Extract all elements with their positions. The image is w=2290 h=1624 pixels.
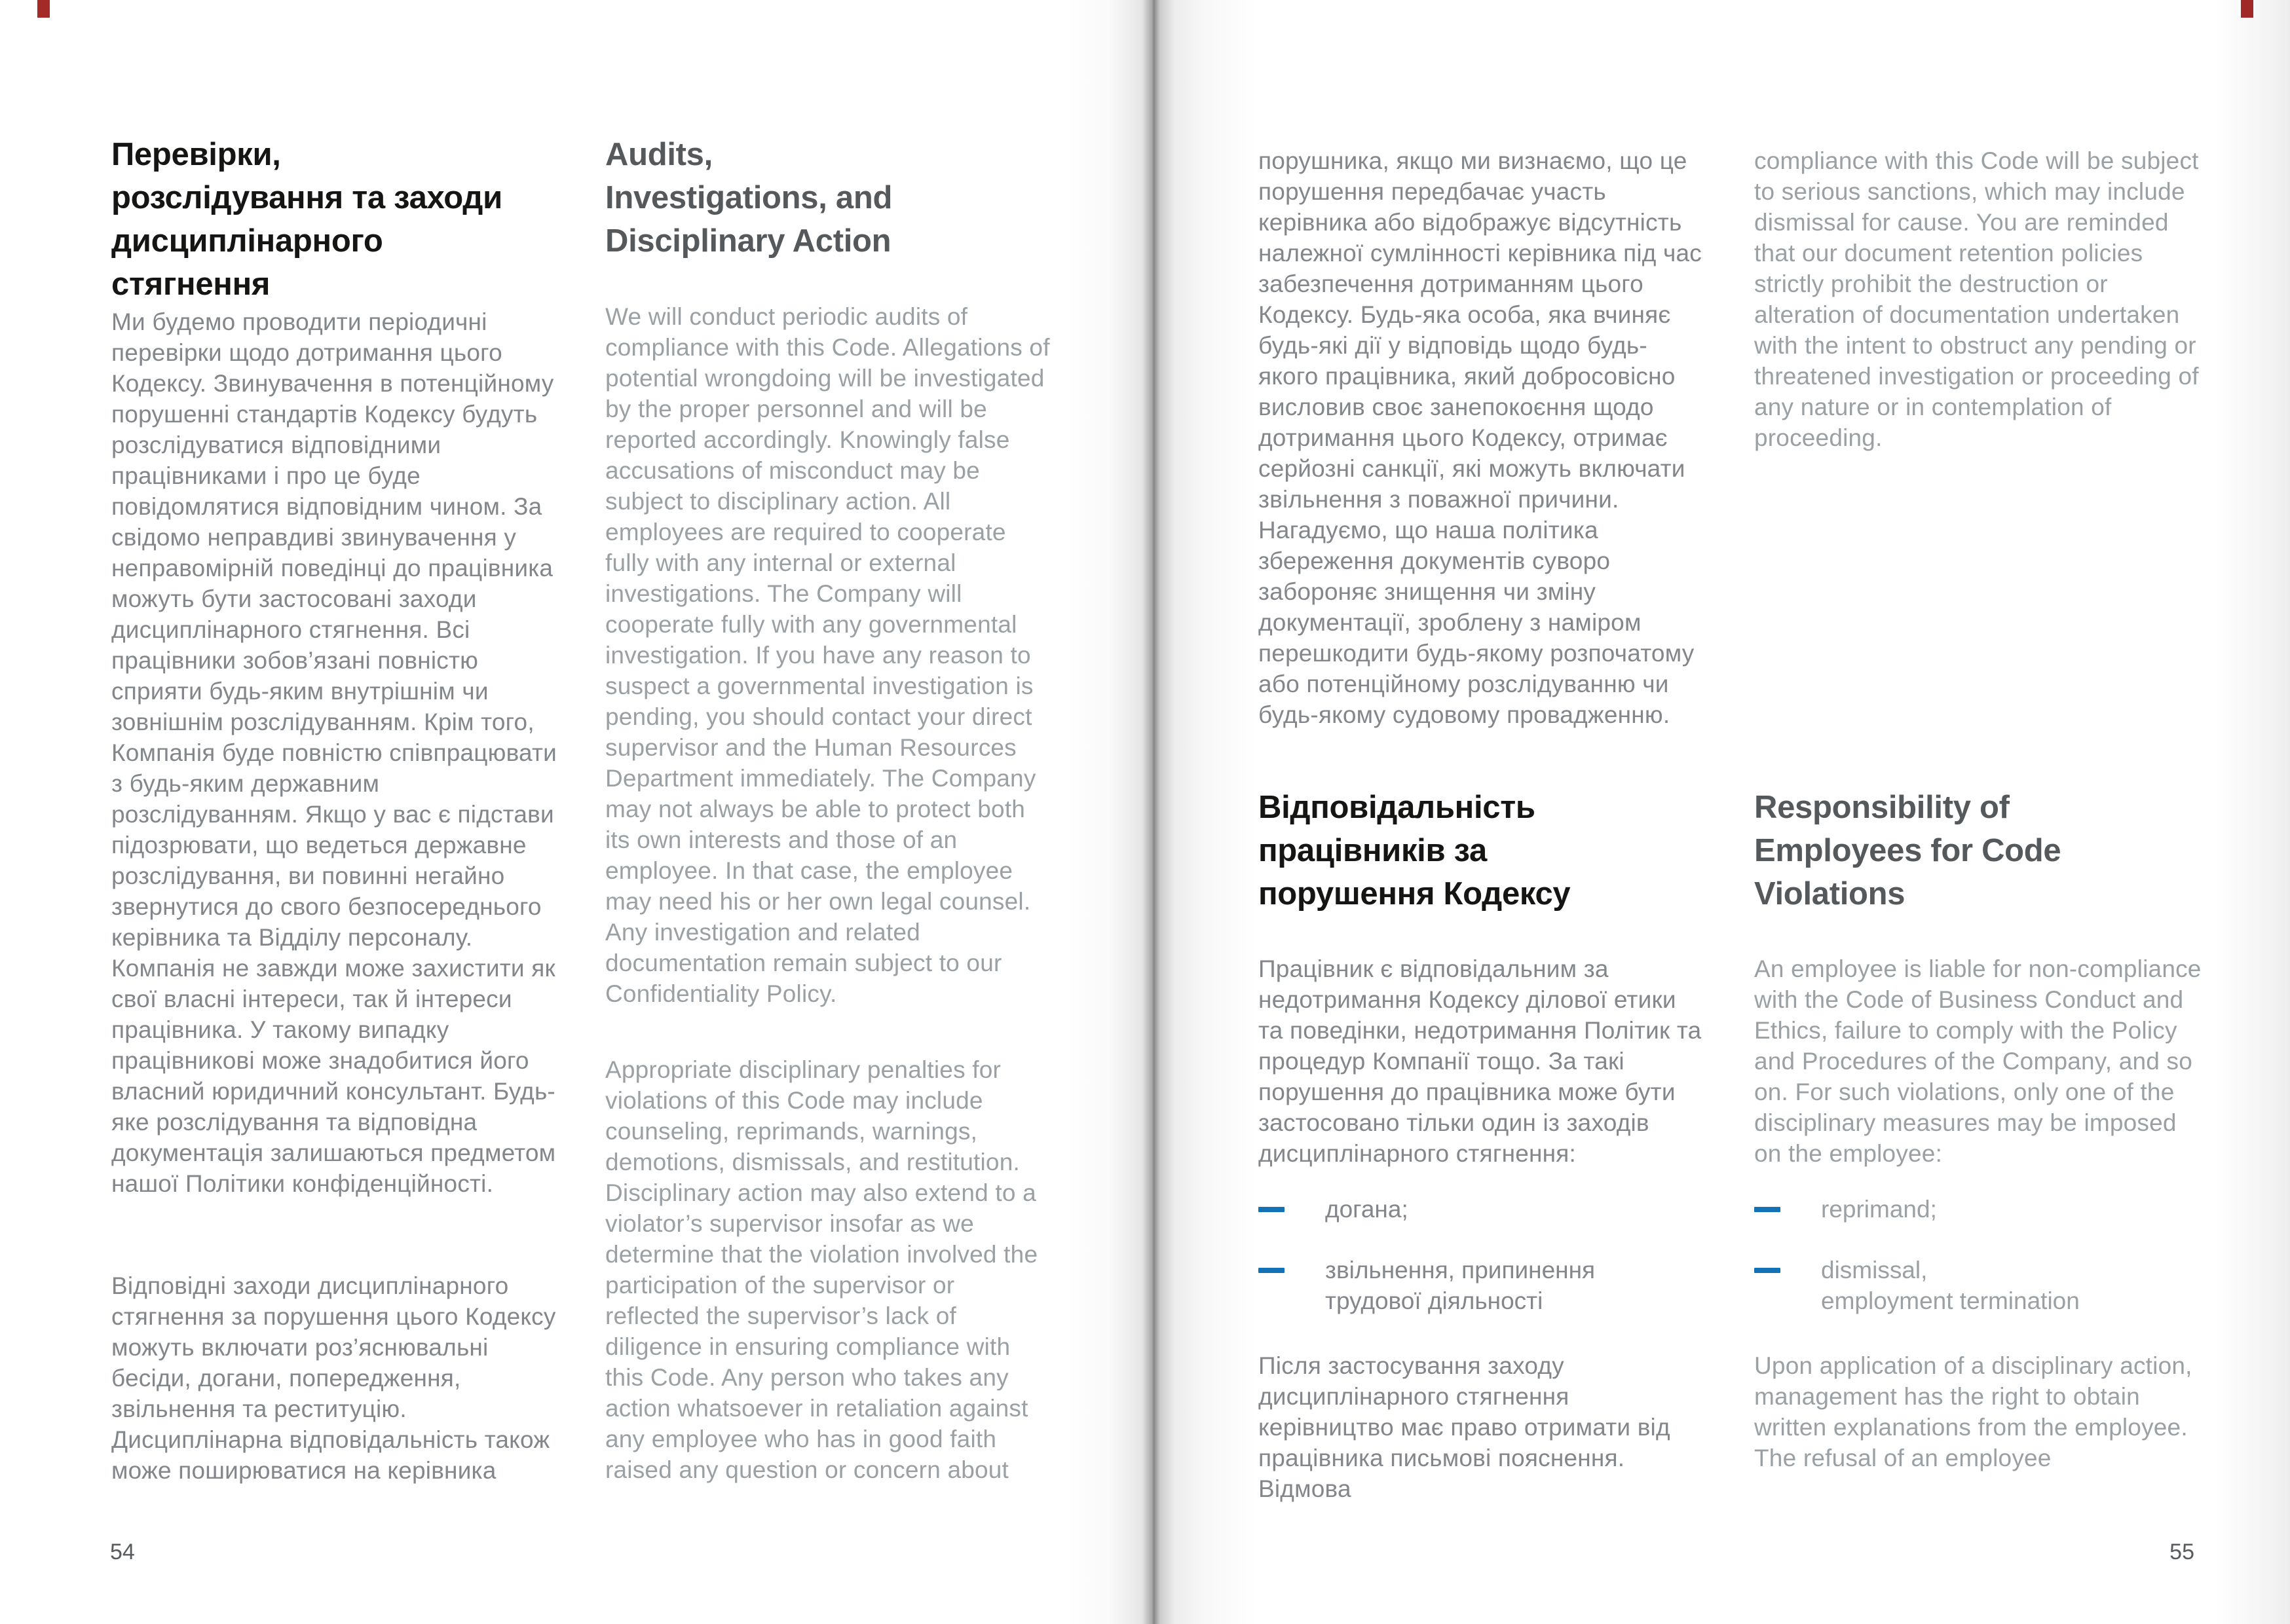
ua-audits-paragraph-2	[111, 1270, 557, 1486]
heading-line: Violations	[1754, 876, 1905, 912]
ua-disciplinary-measures-list	[1258, 1194, 1704, 1316]
en-continuation-paragraph	[1754, 145, 2206, 453]
heading-line: стягнення	[111, 267, 271, 302]
paragraph: Відповідні заходи дисциплінарного стягнення за порушення цього Кодексу можуть включати роз’яснювальні бесіди, догани, попередження, звільнення та реституцію. Дисциплінарна відповідальність також може поширюватися на керівника	[111, 1272, 556, 1484]
heading-line: Employees for Code	[1754, 833, 2061, 868]
list-item	[1258, 1255, 1704, 1316]
en-audits-paragraph-2	[605, 1054, 1054, 1485]
list-item-line: звільнення, припинення	[1325, 1257, 1596, 1283]
list-item-line: догана;	[1325, 1196, 1408, 1223]
list-item-line: reprimand;	[1821, 1196, 1937, 1223]
heading-en-responsibility	[1754, 786, 2206, 915]
list-item-text	[1821, 1255, 2080, 1316]
bullet-dash-icon	[1258, 1268, 1285, 1273]
ua-continuation-paragraph	[1258, 145, 1704, 730]
en-audits-heading-block	[605, 133, 1064, 263]
ua-audits-heading-block	[111, 133, 570, 306]
ua-audits-paragraph-1	[111, 306, 557, 1199]
heading-line: дисциплінарного	[111, 223, 383, 259]
paragraph: Після застосування заходу дисциплінарного стягнення керівництво має право отримати від працівника письмові пояснення. Відмова	[1258, 1352, 1670, 1502]
list-item-line: трудової діяльності	[1325, 1287, 1543, 1314]
en-audits-paragraph-1	[605, 301, 1054, 1009]
heading-line: Disciplinary Action	[605, 223, 892, 259]
bullet-dash-icon	[1258, 1207, 1285, 1212]
list-item-line: dismissal,	[1821, 1257, 1928, 1283]
page-number-left: 54	[110, 1540, 135, 1564]
page-gutter-shadow	[1068, 0, 1258, 1624]
heading-ua-audits	[111, 133, 570, 306]
heading-line: Investigations, and	[605, 180, 893, 215]
list-item	[1754, 1255, 2206, 1316]
heading-line: Responsibility of	[1754, 790, 2010, 825]
ua-responsibility-section	[1258, 786, 1704, 1504]
en-responsibility-section	[1754, 786, 2206, 1473]
page-number-right: 55	[2169, 1540, 2194, 1564]
list-item	[1754, 1194, 2206, 1225]
paragraph: We will conduct periodic audits of compliance with this Code. Allegations of potential wrongdoing will be investigated by the proper personnel and will be reported accordingly. Knowingly false accusations of misconduct may be subject to disciplinary action. All employees are required to cooperate fully with any internal or external investigations. The Company will cooperate fully with any governmental investigation. If you have any reason to suspect a governmental investigation is pending, you should contact your direct supervisor and the Human Resources Department immediately. The Company may not always be able to protect both its own interests and those of an employee. In that case, the employee may need his or her own legal counsel. Any investigation and related documentation remain subject to our Confidentiality Policy.	[605, 303, 1050, 1007]
heading-line: Audits,	[605, 137, 713, 172]
heading-line: розслідування та заходи	[111, 180, 502, 215]
heading-line: Відповідальність	[1258, 790, 1535, 825]
paragraph: An employee is liable for non-compliance with the Code of Business Conduct and Ethics, failure to comply with the Policy and Procedures of the Company, and so on. For such violations, only one of the disciplinary measures may be imposed on the employee:	[1754, 955, 2202, 1167]
red-cover-mark-left-icon	[37, 0, 50, 18]
paragraph: Ми будемо проводити періодичні перевірки щодо дотримання цього Кодексу. Звинувачення в потенційному порушенні стандартів Кодексу будуть розслідуватися відповідними працівниками і про це буде повідомлятися відповідним чином. За свідомо неправдиві звинувачення у неправомірній поведінці до працівника можуть бути застосовані заходи дисциплінарного стягнення. Всі працівники зобов’язані повністю сприяти будь-яким внутрішнім чи зовнішнім розслідуванням. Крім того, Компанія буде повністю співпрацювати з будь-яким державним розслідуванням. Якщо у вас є підстави підозрювати, що ведеться державне розслідування, ви повинні негайно звернутися до свого безпосереднього керівника та Відділу персоналу. Компанія не завжди може захистити як свої власні інтереси, так й інтереси працівника. У такому випадку працівникові може знадобитися його власний юридичний консультант. Будь-яке розслідування та відповідна документація залишаються предметом нашої Політики конфіденційності.	[111, 308, 557, 1197]
bullet-dash-icon	[1754, 1207, 1780, 1212]
list-item	[1258, 1194, 1704, 1225]
paragraph: Upon application of a disciplinary action, management has the right to obtain written explanations from the employee. The refusal of an employee	[1754, 1352, 2192, 1471]
heading-ua-responsibility	[1258, 786, 1704, 915]
heading-line: Перевірки,	[111, 137, 281, 172]
heading-line: працівників за	[1258, 833, 1487, 868]
paragraph: порушника, якщо ми визнаємо, що це порушення передбачає участь керівника або відображує відсутність належної сумлінності керівника під час забезпечення дотриманням цього Кодексу. Будь-яка особа, яка вчиняє будь-які дії у відповідь щодо будь-якого працівника, який добросовісно висловив своє занепокоєння щодо дотримання цього Кодексу, отримає серйозні санкції, які можуть включати звільнення з поважної причини. Нагадуємо, що наша політика збереження документів суворо забороняє знищення чи зміну документації, зроблену з наміром перешкодити будь-якому розпочатому або потенційному розслідуванню чи будь-якому судовому провадженню.	[1258, 147, 1702, 728]
list-item-text	[1821, 1194, 1937, 1225]
bullet-dash-icon	[1754, 1268, 1780, 1273]
heading-line: порушення Кодексу	[1258, 876, 1571, 912]
list-item-text	[1325, 1255, 1595, 1316]
list-item-line: employment termination	[1821, 1287, 2080, 1314]
red-cover-mark-right-icon	[2241, 0, 2253, 18]
heading-en-audits	[605, 133, 1064, 263]
paragraph: compliance with this Code will be subject to serious sanctions, which may include dismissal for cause. You are reminded that our document retention policies strictly prohibit the destruction or alteration of documentation undertaken with the intent to obstruct any pending or threatened investigation or proceeding of any nature or in contemplation of proceeding.	[1754, 147, 2199, 451]
paragraph: Працівник є відповідальним за недотримання Кодексу ділової етики та поведінки, недотримання Політик та процедур Компанії тощо. За такі порушення до працівника може бути застосовано тільки один із заходів дисциплінарного стягнення:	[1258, 955, 1702, 1167]
en-disciplinary-measures-list	[1754, 1194, 2206, 1316]
page-right-edge-shade	[2214, 0, 2290, 1624]
list-item-text	[1325, 1194, 1408, 1225]
paragraph: Appropriate disciplinary penalties for violations of this Code may include counseling, reprimands, warnings, demotions, dismissals, and restitution. Disciplinary action may also extend to a violator’s supervisor insofar as we determine that the violation involved the participation of the supervisor or reflected the supervisor’s lack of diligence in ensuring compliance with this Code. Any person who takes any action whatsoever in retaliation against any employee who has in good faith raised any question or concern about	[605, 1056, 1038, 1483]
